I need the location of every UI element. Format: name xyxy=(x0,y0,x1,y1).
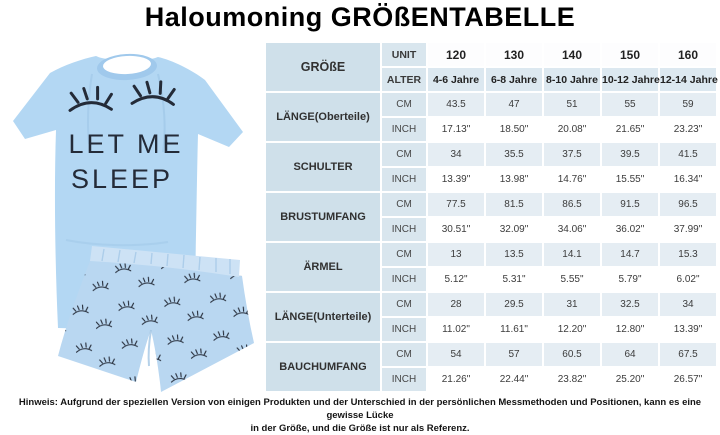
inch-value-cell: 32.09" xyxy=(486,218,542,241)
inch-value-cell: 15.55" xyxy=(602,168,658,191)
pajama-shorts xyxy=(58,246,254,392)
cm-value-cell: 13 xyxy=(428,243,484,266)
measure-label: SCHULTER xyxy=(266,143,380,191)
size-column: 130 xyxy=(486,43,542,66)
cm-value-cell: 34 xyxy=(428,143,484,166)
eyelash-print-pattern xyxy=(58,261,254,392)
inch-unit-label: INCH xyxy=(382,218,426,241)
cm-value-cell: 64 xyxy=(602,343,658,366)
cm-value-cell: 55 xyxy=(602,93,658,116)
inch-value-cell: 23.82" xyxy=(544,368,600,391)
cm-value-cell: 86.5 xyxy=(544,193,600,216)
inch-value-cell: 12.80" xyxy=(602,318,658,341)
size-column: 150 xyxy=(602,43,658,66)
cm-value-cell: 43.5 xyxy=(428,93,484,116)
size-column: 120 xyxy=(428,43,484,66)
inch-value-cell: 21.65" xyxy=(602,118,658,141)
inch-value-cell: 13.98" xyxy=(486,168,542,191)
cm-value-cell: 77.5 xyxy=(428,193,484,216)
inch-value-cell: 17.13" xyxy=(428,118,484,141)
inch-unit-label: INCH xyxy=(382,268,426,291)
cm-value-cell: 32.5 xyxy=(602,293,658,316)
inch-value-cell: 36.02" xyxy=(602,218,658,241)
cm-value-cell: 96.5 xyxy=(660,193,716,216)
cm-value-cell: 29.5 xyxy=(486,293,542,316)
hint-note xyxy=(0,396,720,435)
age-range: 8-10 Jahre xyxy=(544,68,600,91)
inch-value-cell: 5.31" xyxy=(486,268,542,291)
cm-value-cell: 51 xyxy=(544,93,600,116)
cm-unit-label: CM xyxy=(382,93,426,116)
cm-value-cell: 67.5 xyxy=(660,343,716,366)
measure-label: ÄRMEL xyxy=(266,243,380,291)
inch-value-cell: 5.55" xyxy=(544,268,600,291)
inch-value-cell: 21.26" xyxy=(428,368,484,391)
cm-value-cell: 14.1 xyxy=(544,243,600,266)
alter-header-label: ALTER xyxy=(382,68,426,91)
inch-value-cell: 34.06" xyxy=(544,218,600,241)
cm-value-cell: 91.5 xyxy=(602,193,658,216)
cm-value-cell: 28 xyxy=(428,293,484,316)
inch-value-cell: 37.99" xyxy=(660,218,716,241)
cm-value-cell: 81.5 xyxy=(486,193,542,216)
size-header-label: GRÖßE xyxy=(266,43,380,91)
cm-value-cell: 54 xyxy=(428,343,484,366)
pajama-set-illustration xyxy=(0,40,262,402)
cm-value-cell: 31 xyxy=(544,293,600,316)
inch-value-cell: 16.34" xyxy=(660,168,716,191)
size-column: 140 xyxy=(544,43,600,66)
cm-value-cell: 35.5 xyxy=(486,143,542,166)
inch-value-cell: 13.39" xyxy=(428,168,484,191)
cm-value-cell: 37.5 xyxy=(544,143,600,166)
page-title: Haloumoning GRÖßENTABELLE xyxy=(144,2,576,32)
cm-value-cell: 57 xyxy=(486,343,542,366)
age-range: 12-14 Jahre xyxy=(660,68,716,91)
hint-note-line2: in der Größe, und die Größe ist nur als Referenz. xyxy=(250,423,470,434)
inch-value-cell: 14.76" xyxy=(544,168,600,191)
cm-unit-label: CM xyxy=(382,243,426,266)
age-range: 4-6 Jahre xyxy=(428,68,484,91)
unit-header-label: UNIT xyxy=(382,43,426,66)
size-table-body xyxy=(266,93,716,391)
cm-unit-label: CM xyxy=(382,193,426,216)
inch-value-cell: 25.20" xyxy=(602,368,658,391)
cm-value-cell: 34 xyxy=(660,293,716,316)
cm-value-cell: 15.3 xyxy=(660,243,716,266)
inch-value-cell: 5.12" xyxy=(428,268,484,291)
size-table xyxy=(264,41,718,393)
inch-unit-label: INCH xyxy=(382,168,426,191)
inch-value-cell: 18.50" xyxy=(486,118,542,141)
shirt-text-line1: LET ME xyxy=(68,129,184,159)
cm-value-cell: 13.5 xyxy=(486,243,542,266)
inch-unit-label: INCH xyxy=(382,318,426,341)
product-photo xyxy=(0,40,262,402)
cm-value-cell: 41.5 xyxy=(660,143,716,166)
inch-value-cell: 5.79" xyxy=(602,268,658,291)
age-range: 6-8 Jahre xyxy=(486,68,542,91)
inch-value-cell: 11.02" xyxy=(428,318,484,341)
cm-value-cell: 59 xyxy=(660,93,716,116)
cm-unit-label: CM xyxy=(382,343,426,366)
inch-value-cell: 6.02" xyxy=(660,268,716,291)
inch-unit-label: INCH xyxy=(382,368,426,391)
measure-label: LÄNGE(Unterteile) xyxy=(266,293,380,341)
cm-value-cell: 39.5 xyxy=(602,143,658,166)
inch-value-cell: 22.44" xyxy=(486,368,542,391)
measure-label: BRUSTUMFANG xyxy=(266,193,380,241)
cm-unit-label: CM xyxy=(382,143,426,166)
measure-label: LÄNGE(Oberteile) xyxy=(266,93,380,141)
inch-value-cell: 30.51" xyxy=(428,218,484,241)
inch-value-cell: 26.57" xyxy=(660,368,716,391)
cm-value-cell: 14.7 xyxy=(602,243,658,266)
measure-label: BAUCHUMFANG xyxy=(266,343,380,391)
inch-value-cell: 23.23" xyxy=(660,118,716,141)
inch-value-cell: 13.39" xyxy=(660,318,716,341)
cm-value-cell: 60.5 xyxy=(544,343,600,366)
inch-value-cell: 12.20" xyxy=(544,318,600,341)
inch-unit-label: INCH xyxy=(382,118,426,141)
cm-unit-label: CM xyxy=(382,293,426,316)
age-range: 10-12 Jahre xyxy=(602,68,658,91)
inch-value-cell: 20.08" xyxy=(544,118,600,141)
inch-value-cell: 11.61" xyxy=(486,318,542,341)
hint-note-line1: Hinweis: Aufgrund der speziellen Version von einigen Produkten und der Unterschied in der persönlichen Messmethoden und Positionen, kann es eine gewisse Lücke xyxy=(18,397,702,421)
shirt-text-line2: SLEEP xyxy=(70,164,174,194)
cm-value-cell: 47 xyxy=(486,93,542,116)
size-column: 160 xyxy=(660,43,716,66)
